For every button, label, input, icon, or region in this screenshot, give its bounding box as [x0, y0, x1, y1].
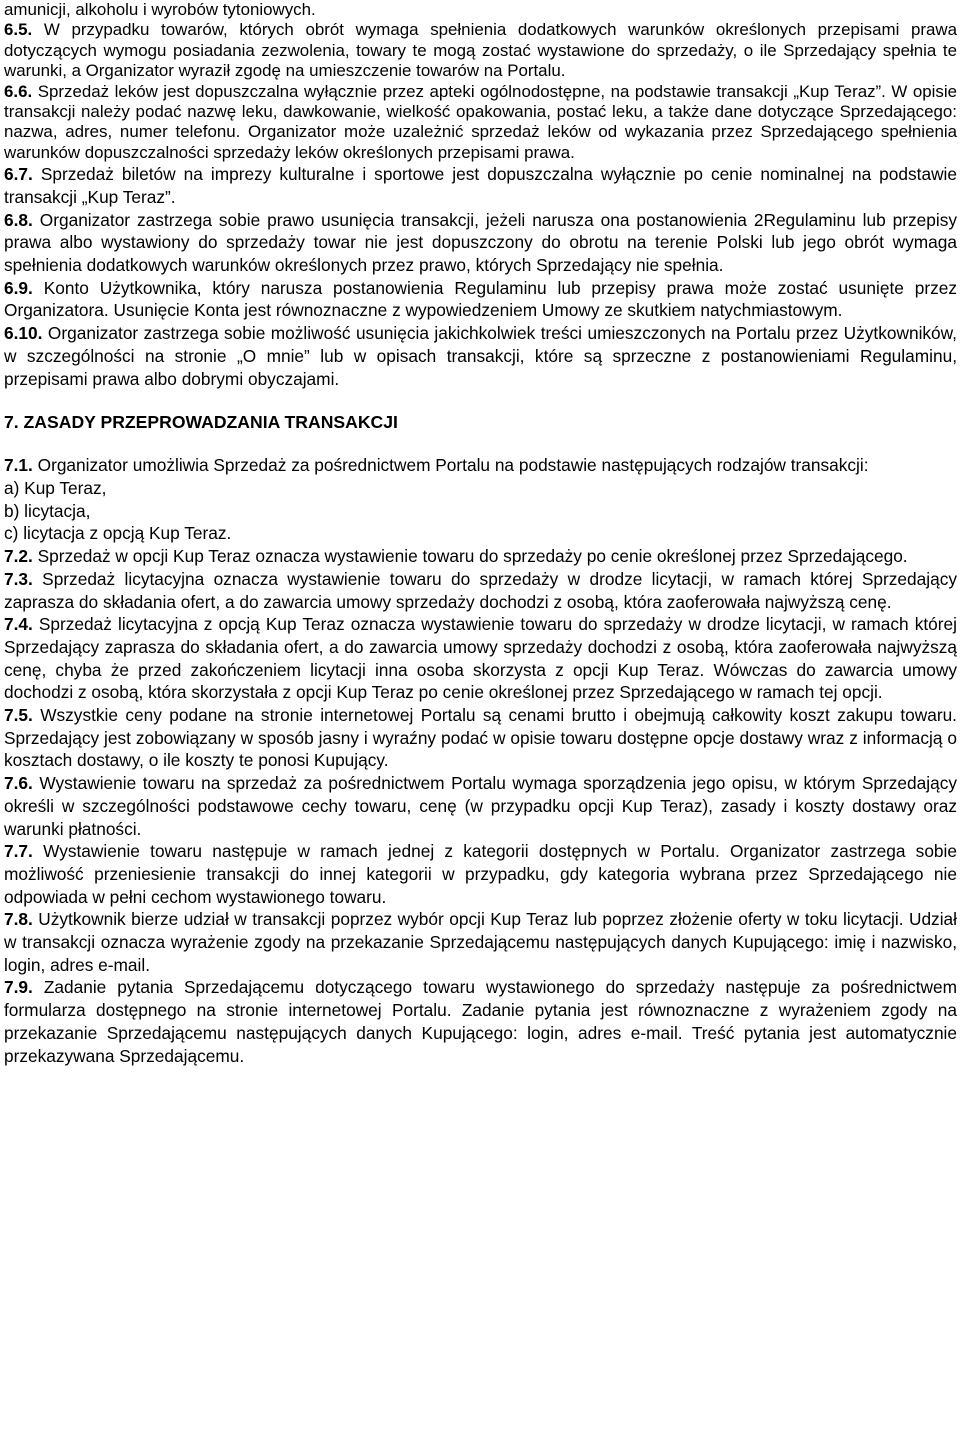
list-item: c) licytacja z opcją Kup Teraz. [4, 523, 232, 544]
paragraph-7-3 [4, 568, 957, 613]
paragraph-number: 7.2. [4, 546, 33, 567]
section-6-top [4, 0, 957, 163]
paragraph-text: Zadanie pytania Sprzedającemu dotyczącego towaru wystawionego do sprzedaży następuje za pośrednictwem formularza dostępnego na stronie internetowej Portalu. Zadanie pytania jest równoznaczne z wyrażeniem zgody na przekazanie Sprzedającemu następujących danych Kupującego: login, adres e-mail. Treść pytania jest automatycznie przekazywana Sprzedającemu. [4, 977, 957, 1066]
paragraph-number: 7.6. [4, 773, 33, 794]
paragraph-text: Wystawienie towaru następuje w ramach jednej z kategorii dostępnych w Portalu. Organizator zastrzega sobie możliwość przeniesienie transakcji do innej kategorii w przypadku, gdy kategoria wybrana przez Sprzedającego nie odpowiada w pełni cechom wystawionego towaru. [4, 841, 957, 907]
paragraph-text: Organizator umożliwia Sprzedaż za pośrednictwem Portalu na podstawie następujących rodzajów transakcji: [32, 455, 869, 476]
paragraph-7-2 [4, 545, 957, 568]
paragraph-6-10 [4, 322, 957, 390]
paragraph-text: Konto Użytkownika, który narusza postanowienia Regulaminu lub przepisy prawa może zostać usunięte przez Organizatora. Usunięcie Konta jest równoznaczne z wypowiedzeniem Umowy ze skutkiem natychmiastowym. [4, 277, 957, 321]
paragraph-6-9 [4, 277, 957, 322]
list-item: b) licytacja, [4, 500, 91, 521]
paragraph-7-5 [4, 704, 957, 772]
paragraph-number: 6.8. [4, 209, 33, 230]
paragraph-text: Organizator zastrzega sobie prawo usunięcia transakcji, jeżeli narusza ona postanowienia 2Regulaminu lub przepisy prawa albo wystawiony do sprzedaży towar nie jest dopuszczony do obrotu na terenie Polski lub jego obrót wymaga spełnienia dodatkowych warunków określonych przez prawo, których Sprzedający nie spełnia. [4, 209, 957, 276]
paragraph-text: Wystawienie towaru na sprzedaż za pośrednictwem Portalu wymaga sporządzenia jego opisu, w którym Sprzedający określi w szczególności podstawowe cechy towaru, cenę (w przypadku opcji Kup Teraz), zasady i koszty dostawy oraz warunki płatności. [4, 773, 957, 839]
paragraph-6-7 [4, 163, 957, 208]
paragraph-number: 6.6. [4, 81, 33, 101]
paragraph-text: Sprzedaż licytacyjna z opcją Kup Teraz oznacza wystawienie towaru do sprzedaży w drodze licytacji, w ramach której Sprzedający zaprasza do składania ofert, a do zawarcia umowy sprzedaży dochodzi z osobą, która zaoferowała najwyższą cenę, chyba że przed zakończeniem licytacji inna osoba skorzysta z opcji Kup Teraz. Wówczas do zawarcia umowy dochodzi z osobą, która skorzystała z opcji Kup Teraz po cenie określonej przez Sprzedającego w ramach tej opcji. [4, 614, 957, 703]
paragraph-6-5 [4, 20, 957, 81]
paragraph-number: 7.5. [4, 705, 33, 726]
paragraph-6-6 [4, 82, 957, 164]
intro-line: amunicji, alkoholu i wyrobów tytoniowych. [4, 0, 316, 19]
paragraph-text: W przypadku towarów, których obrót wymaga spełnienia dodatkowych warunków określonych przepisami prawa dotyczących wymogu posiadania zezwolenia, towary te mogą zostać wystawione do sprzedaży, o ile Sprzedający spełnia te warunki, a Organizator wyraził zgodę na umieszczenie towarów na Portalu. [4, 20, 957, 81]
paragraph-6-8 [4, 209, 957, 277]
list-item: a) Kup Teraz, [4, 477, 107, 498]
paragraph-text: Sprzedaż w opcji Kup Teraz oznacza wystawienie towaru do sprzedaży po cenie określonej przez Sprzedającego. [32, 546, 908, 567]
section-7 [4, 454, 957, 1067]
paragraph-7-1 [4, 454, 957, 477]
paragraph-number: 7.9. [4, 977, 33, 998]
paragraph-number: 6.7. [4, 164, 33, 185]
section-gap [4, 390, 957, 411]
paragraph-7-4 [4, 613, 957, 704]
paragraph-text: Użytkownik bierze udział w transakcji poprzez wybór opcji Kup Teraz lub poprzez złożenie oferty w toku licytacji. Udział w transakcji oznacza wyrażenie zgody na przekazanie Sprzedającemu następujących danych Kupującego: imię i nazwisko, login, adres e-mail. [4, 909, 957, 975]
document-page [4, 0, 957, 1067]
paragraph-number: 7.3. [4, 568, 33, 589]
paragraph-number: 7.1. [4, 455, 33, 476]
paragraph-number: 7.7. [4, 841, 33, 862]
paragraph-7-8 [4, 908, 957, 976]
paragraph-text: Sprzedaż biletów na imprezy kulturalne i sportowe jest dopuszczalna wyłącznie po cenie nominalnej na podstawie transakcji „Kup Teraz”. [4, 164, 957, 207]
paragraph-number: 7.8. [4, 909, 33, 930]
paragraph-number: 7.4. [4, 614, 33, 635]
paragraph-text: Sprzedaż licytacyjna oznacza wystawienie towaru do sprzedaży w drodze licytacji, w ramach której Sprzedający zaprasza do składania ofert, a do zawarcia umowy sprzedaży dochodzi z osobą, która zaoferowała najwyższą cenę. [4, 568, 957, 612]
paragraph-number: 6.9. [4, 277, 33, 298]
paragraph-7-6 [4, 772, 957, 840]
paragraph-text: Organizator zastrzega sobie możliwość usunięcia jakichkolwiek treści umieszczonych na Portalu przez Użytkowników, w szczególności na stronie „O mnie” lub w opisach transakcji, które są sprzeczne z postanowieniami Regulaminu, przepisami prawa albo dobrymi obyczajami. [4, 323, 957, 389]
paragraph-7-7 [4, 840, 957, 908]
section-7-heading: 7. ZASADY PRZEPROWADZANIA TRANSAKCJI [4, 412, 398, 433]
paragraph-number: 6.5. [4, 20, 33, 40]
paragraph-text: Wszystkie ceny podane na stronie internetowej Portalu są cenami brutto i obejmują całkowity koszt zakupu towaru. Sprzedający jest zobowiązany w sposób jasny i wyraźny podać w opisie towaru dostępne opcje dostawy wraz z informacją o kosztach dostawy, o ile koszty te ponosi Kupujący. [4, 705, 957, 771]
section-6-bottom [4, 163, 957, 390]
paragraph-text: Sprzedaż leków jest dopuszczalna wyłącznie przez apteki ogólnodostępne, na podstawie transakcji „Kup Teraz”. W opisie transakcji należy podać nazwę leku, dawkowanie, wielkość opakowania, postać leku, a także dane dotyczące Sprzedającego: nazwa, adres, numer telefonu. Organizator może uzależnić sprzedaż leków od wykazania przez Sprzedającego spełnienia warunków dopuszczalności sprzedaży leków określonych przepisami prawa. [4, 81, 957, 162]
paragraph-number: 6.10. [4, 323, 43, 344]
paragraph-7-9 [4, 976, 957, 1067]
section-gap [4, 433, 957, 454]
